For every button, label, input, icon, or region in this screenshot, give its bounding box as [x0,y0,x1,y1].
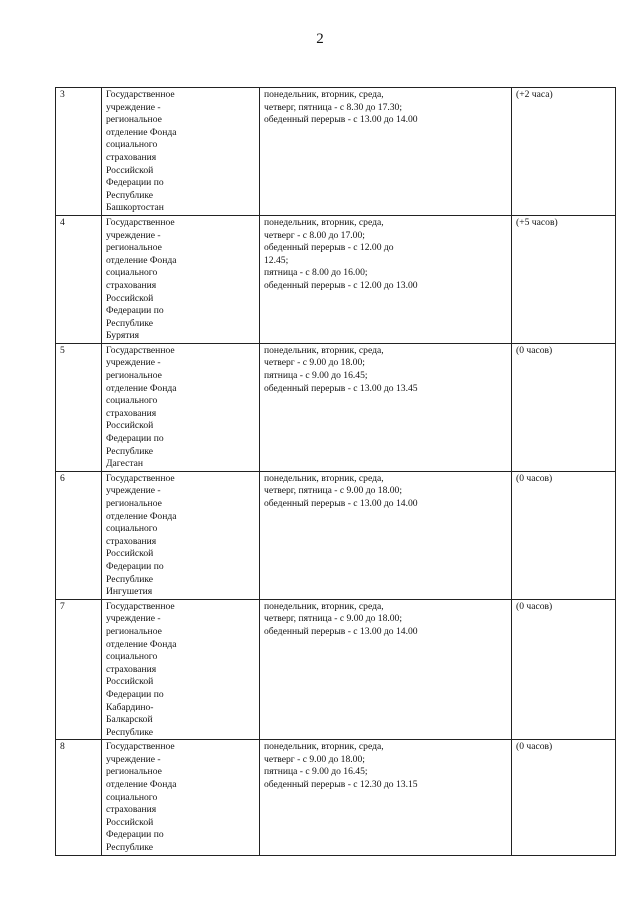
table-row [56,343,616,471]
row-number-cell: 7 [56,599,102,740]
working-hours-cell: понедельник, вторник, среда, четверг - с 9.00 до 18.00; пятница - с 9.00 до 16.45; обеденный перерыв - с 12.30 до 13.15 [260,740,512,855]
organization-cell: Государственное учреждение - региональное отделение Фонда социального страхования Российской Федерации по Кабардино- Балкарской Республике [102,599,260,740]
time-offset-cell: (0 часов) [512,471,616,599]
time-offset-cell: (+5 часов) [512,215,616,343]
table-row [56,471,616,599]
working-hours-cell: понедельник, вторник, среда, четверг, пятница - с 9.00 до 18.00; обеденный перерыв - с 13.00 до 14.00 [260,471,512,599]
organization-cell: Государственное учреждение - региональное отделение Фонда социального страхования Российской Федерации по Республике [102,740,260,855]
table-row [56,599,616,740]
organization-cell: Государственное учреждение - региональное отделение Фонда социального страхования Российской Федерации по Республике Дагестан [102,343,260,471]
time-offset-cell: (0 часов) [512,740,616,855]
working-hours-cell: понедельник, вторник, среда, четверг - с 9.00 до 18.00; пятница - с 9.00 до 16.45; обеденный перерыв - с 13.00 до 13.45 [260,343,512,471]
table-row [56,215,616,343]
page-number: 2 [316,31,324,47]
time-offset-cell: (+2 часа) [512,88,616,216]
time-offset-cell: (0 часов) [512,599,616,740]
row-number-cell: 8 [56,740,102,855]
row-number-cell: 5 [56,343,102,471]
organization-cell: Государственное учреждение - региональное отделение Фонда социального страхования Российской Федерации по Республике Бурятия [102,215,260,343]
table-row [56,88,616,216]
organization-cell: Государственное учреждение - региональное отделение Фонда социального страхования Российской Федерации по Республике Башкортостан [102,88,260,216]
row-number-cell: 3 [56,88,102,216]
row-number-cell: 4 [56,215,102,343]
working-hours-cell: понедельник, вторник, среда, четверг, пятница - с 9.00 до 18.00; обеденный перерыв - с 13.00 до 14.00 [260,599,512,740]
row-number-cell: 6 [56,471,102,599]
table-row [56,740,616,855]
working-hours-cell: понедельник, вторник, среда, четверг, пятница - с 8.30 до 17.30; обеденный перерыв - с 13.00 до 14.00 [260,88,512,216]
working-hours-cell: понедельник, вторник, среда, четверг - с 8.00 до 17.00; обеденный перерыв - с 12.00 до 12.45; пятница - с 8.00 до 16.00; обеденный перерыв - с 12.00 до 13.00 [260,215,512,343]
organization-cell: Государственное учреждение - региональное отделение Фонда социального страхования Российской Федерации по Республике Ингушетия [102,471,260,599]
time-offset-cell: (0 часов) [512,343,616,471]
schedule-table [55,87,616,856]
